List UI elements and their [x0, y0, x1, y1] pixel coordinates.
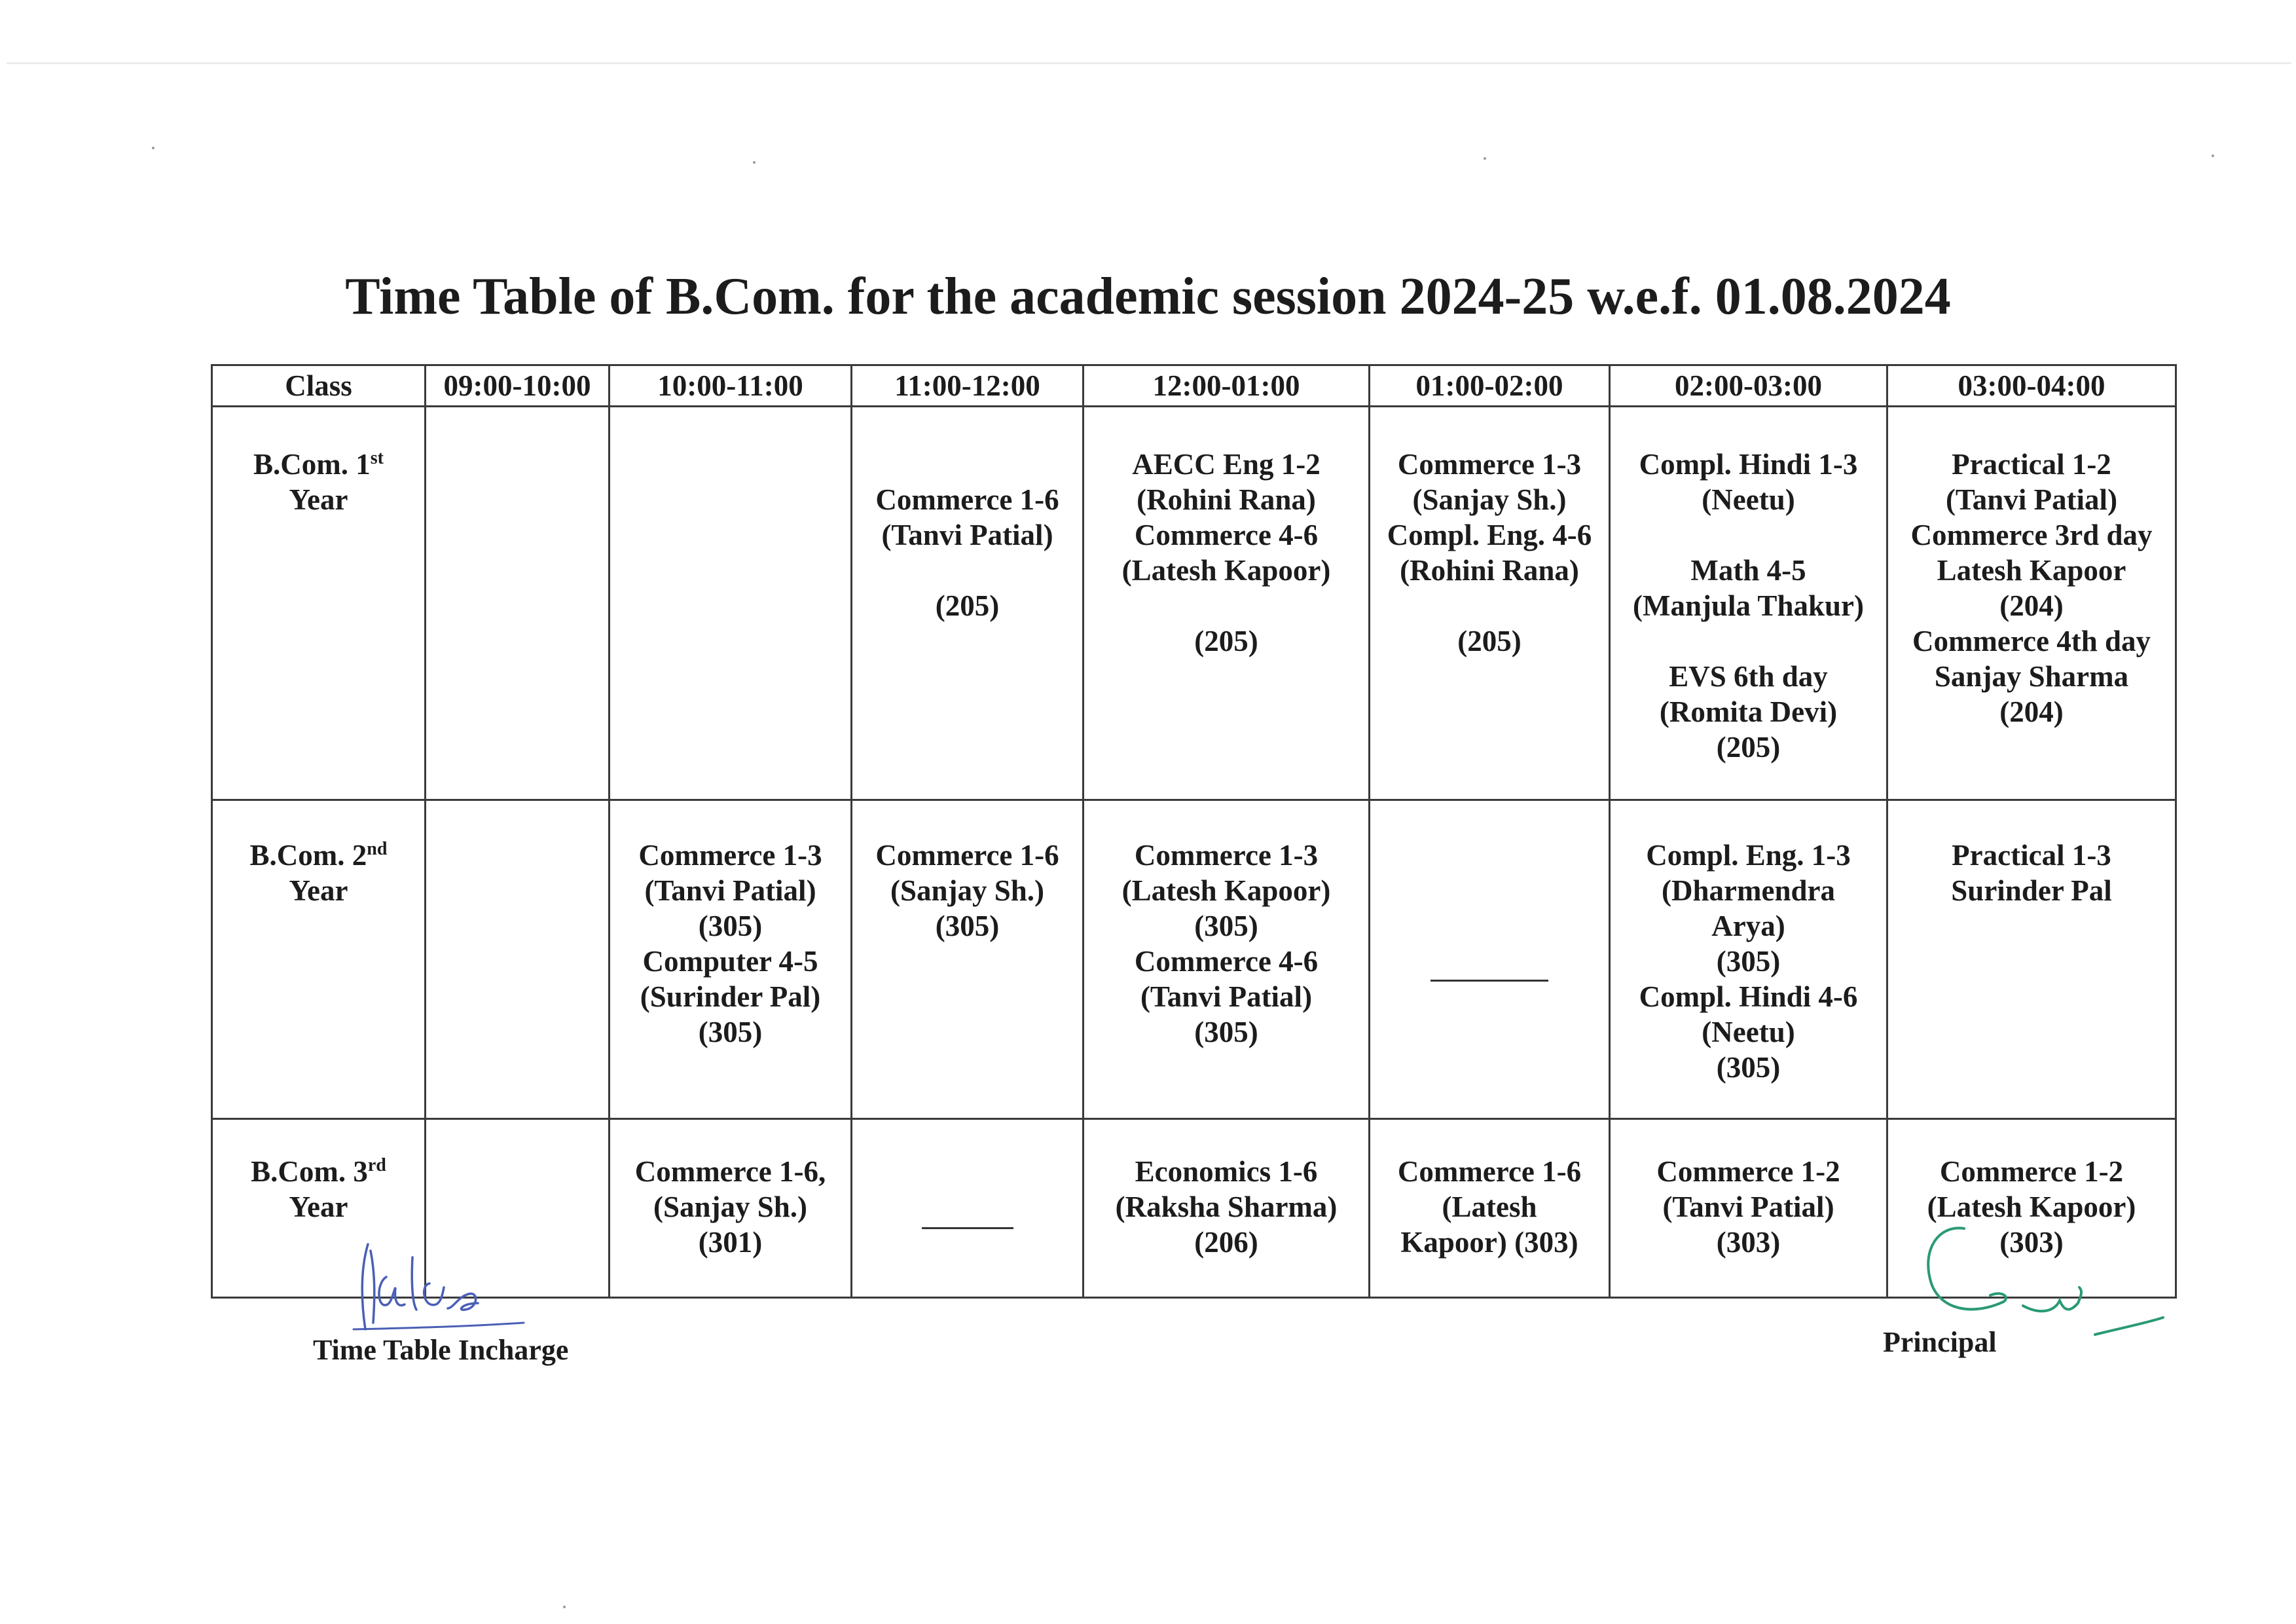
slot-cell: Compl. Hindi 1-3 (Neetu) Math 4-5 (Manjula Thakur) EVS 6th day (Romita Devi) (205) — [1610, 407, 1887, 800]
scan-speck — [1484, 157, 1486, 160]
slot-cell: Commerce 1-3 (Tanvi Patial) (305) Computer 4-5 (Surinder Pal) (305) — [610, 800, 852, 1119]
incharge-signature — [308, 1231, 583, 1349]
class-name: B.Com. 1 — [253, 448, 371, 481]
slot-cell-empty — [852, 1119, 1084, 1298]
class-ordinal: rd — [367, 1155, 386, 1175]
class-year: Year — [289, 1190, 348, 1223]
slot-cell: Commerce 1-3 (Latesh Kapoor) (305) Commerce 4-6 (Tanvi Patial) (305) — [1084, 800, 1370, 1119]
class-ordinal: st — [370, 448, 384, 468]
slot-cell: Commerce 1-3 (Sanjay Sh.) Compl. Eng. 4-6 (Rohini Rana) (205) — [1370, 407, 1610, 800]
incharge-label: Time Table Incharge — [313, 1334, 569, 1366]
column-header: Class — [212, 365, 426, 407]
slot-cell: Practical 1-2 (Tanvi Patial) Commerce 3rd day Latesh Kapoor (204) Commerce 4th day Sanjay Sharma (204) — [1887, 407, 2176, 800]
column-header: 03:00-04:00 — [1887, 365, 2176, 407]
column-header: 12:00-01:00 — [1084, 365, 1370, 407]
column-header: 01:00-02:00 — [1370, 365, 1610, 407]
slot-cell: AECC Eng 1-2 (Rohini Rana) Commerce 4-6 (Latesh Kapoor) (205) — [1084, 407, 1370, 800]
class-year: Year — [289, 483, 348, 516]
empty-slot-dash — [922, 1227, 1013, 1229]
slot-cell — [610, 407, 852, 800]
class-cell — [212, 407, 426, 800]
scan-speck — [563, 1606, 566, 1608]
slot-cell: Compl. Eng. 1-3 (Dharmendra Arya) (305) Compl. Hindi 4-6 (Neetu) (305) — [1610, 800, 1887, 1119]
slot-cell-empty — [1370, 800, 1610, 1119]
slot-cell: Commerce 1-2 (Tanvi Patial) (303) — [1610, 1119, 1887, 1298]
column-header: 10:00-11:00 — [610, 365, 852, 407]
scan-speck — [2212, 155, 2214, 157]
empty-slot-dash — [1430, 980, 1548, 982]
header-row — [212, 365, 2176, 407]
slot-cell: Commerce 1-6, (Sanjay Sh.) (301) — [610, 1119, 852, 1298]
table-row — [212, 800, 2176, 1119]
principal-label: Principal — [1883, 1326, 1997, 1358]
column-header: 02:00-03:00 — [1610, 365, 1887, 407]
page-title: Time Table of B.Com. for the academic session 2024-25 w.e.f. 01.08.2024 — [345, 268, 1951, 325]
column-header: 09:00-10:00 — [426, 365, 610, 407]
class-year: Year — [289, 874, 348, 907]
slot-cell — [426, 800, 610, 1119]
slot-cell: Practical 1-3 Surinder Pal — [1887, 800, 2176, 1119]
slot-cell: Commerce 1-6 (Latesh Kapoor) (303) — [1370, 1119, 1610, 1298]
timetable — [211, 364, 2177, 1299]
scan-edge-line — [7, 62, 2291, 64]
slot-cell — [426, 407, 610, 800]
column-header: 11:00-12:00 — [852, 365, 1084, 407]
class-ordinal: nd — [367, 839, 388, 859]
slot-cell: Economics 1-6 (Raksha Sharma) (206) — [1084, 1119, 1370, 1298]
slot-cell: Commerce 1-2 (Latesh Kapoor) (303) — [1887, 1119, 2176, 1298]
class-name: B.Com. 2 — [249, 839, 367, 872]
slot-cell: Commerce 1-6 (Tanvi Patial) (205) — [852, 407, 1084, 800]
class-cell — [212, 800, 426, 1119]
table-row — [212, 407, 2176, 800]
class-name: B.Com. 3 — [251, 1155, 368, 1188]
scan-speck — [152, 147, 155, 149]
slot-cell: Commerce 1-6 (Sanjay Sh.) (305) — [852, 800, 1084, 1119]
scan-speck — [753, 161, 756, 164]
